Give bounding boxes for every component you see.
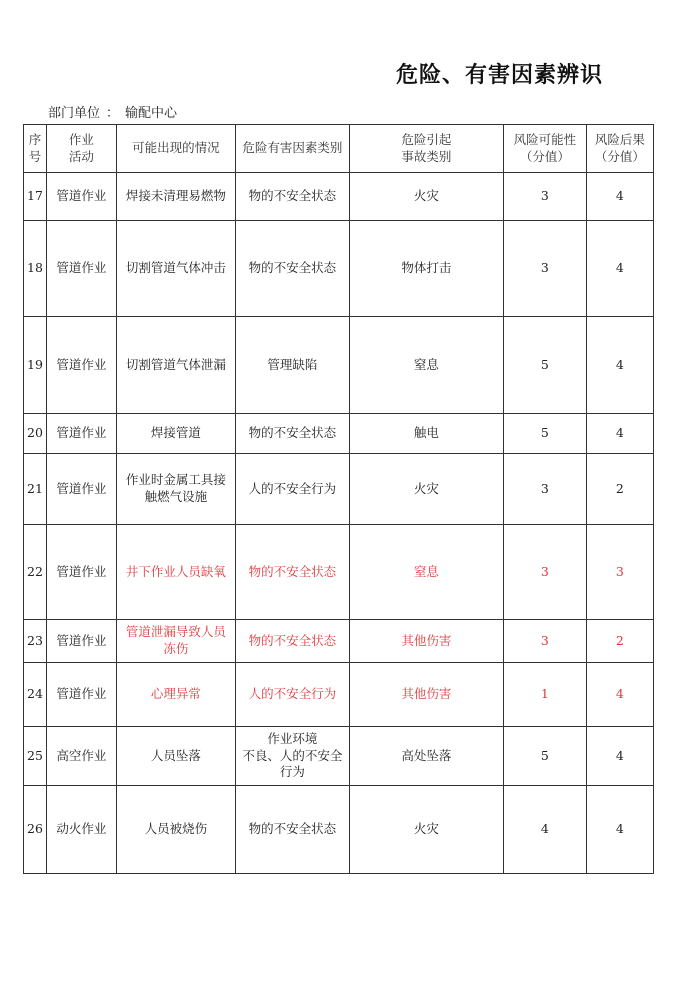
risk-consequence-score: 4 (586, 663, 653, 727)
risk-likelihood-score: 5 (503, 414, 586, 454)
row-number: 22 (24, 525, 47, 620)
table-row (24, 786, 654, 874)
row-number: 18 (24, 221, 47, 317)
work-activity: 管道作业 (46, 221, 116, 317)
possible-situation: 焊接管道 (116, 414, 235, 454)
header-cell-accident (349, 125, 503, 173)
work-activity: 管道作业 (46, 454, 116, 525)
risk-consequence-score: 4 (586, 727, 653, 786)
hazard-category: 物的不安全状态 (235, 221, 349, 317)
row-number: 26 (24, 786, 47, 874)
header-activity-label: 作业 活动 (68, 131, 94, 164)
header-category-label: 危险有害因素类别 (242, 140, 343, 156)
accident-type: 火灾 (349, 173, 503, 221)
header-cell-activity (46, 125, 116, 173)
table-header (24, 125, 654, 173)
row-number: 20 (24, 414, 47, 454)
work-activity: 管道作业 (46, 525, 116, 620)
hazard-category: 管理缺陷 (235, 317, 349, 414)
header-situation-label: 可能出现的情况 (132, 140, 220, 156)
accident-type: 窒息 (349, 525, 503, 620)
risk-likelihood-score: 5 (503, 317, 586, 414)
risk-consequence-score: 4 (586, 173, 653, 221)
row-number: 17 (24, 173, 47, 221)
table-row (24, 454, 654, 525)
accident-type: 窒息 (349, 317, 503, 414)
hazard-category: 物的不安全状态 (235, 620, 349, 663)
risk-likelihood-score: 4 (503, 786, 586, 874)
table-row (24, 414, 654, 454)
risk-consequence-score: 2 (586, 620, 653, 663)
header-cell-no (24, 125, 47, 173)
risk-consequence-score: 2 (586, 454, 653, 525)
possible-situation: 井下作业人员缺氧 (116, 525, 235, 620)
work-activity: 动火作业 (46, 786, 116, 874)
hazard-category: 人的不安全行为 (235, 454, 349, 525)
risk-likelihood-score: 1 (503, 663, 586, 727)
risk-table (23, 124, 654, 874)
table-row (24, 173, 654, 221)
table-row (24, 663, 654, 727)
accident-type: 其他伤害 (349, 663, 503, 727)
possible-situation: 焊接未清理易燃物 (116, 173, 235, 221)
header-cell-consequence (586, 125, 653, 173)
hazard-category: 物的不安全状态 (235, 525, 349, 620)
department-value: 输配中心 (125, 106, 178, 121)
hazard-category: 物的不安全状态 (235, 786, 349, 874)
header-no-label: 序 号 (28, 131, 42, 164)
work-activity: 高空作业 (46, 727, 116, 786)
row-number: 23 (24, 620, 47, 663)
table-row (24, 620, 654, 663)
possible-situation: 人员坠落 (116, 727, 235, 786)
accident-type: 高处坠落 (349, 727, 503, 786)
possible-situation: 管道泄漏导致人员 冻伤 (116, 620, 235, 663)
table-row (24, 525, 654, 620)
table-body (24, 173, 654, 874)
row-number: 24 (24, 663, 47, 727)
page-title: 危险、有害因素辨识 (396, 63, 604, 88)
hazard-category: 物的不安全状态 (235, 173, 349, 221)
department-line (48, 102, 177, 121)
header-consequence-label: 风险后果 （分值） (594, 131, 645, 164)
risk-likelihood-score: 3 (503, 620, 586, 663)
possible-situation: 心理异常 (116, 663, 235, 727)
hazard-category: 作业环境 不良、人的不安全 行为 (235, 727, 349, 786)
row-number: 21 (24, 454, 47, 525)
risk-consequence-score: 3 (586, 525, 653, 620)
risk-consequence-score: 4 (586, 414, 653, 454)
risk-consequence-score: 4 (586, 221, 653, 317)
work-activity: 管道作业 (46, 173, 116, 221)
accident-type: 物体打击 (349, 221, 503, 317)
hazard-category: 人的不安全行为 (235, 663, 349, 727)
work-activity: 管道作业 (46, 620, 116, 663)
accident-type: 火灾 (349, 454, 503, 525)
possible-situation: 作业时金属工具接 触燃气设施 (116, 454, 235, 525)
risk-likelihood-score: 3 (503, 221, 586, 317)
work-activity: 管道作业 (46, 663, 116, 727)
row-number: 19 (24, 317, 47, 414)
header-cell-likelihood (503, 125, 586, 173)
header-cell-category (235, 125, 349, 173)
row-number: 25 (24, 727, 47, 786)
risk-likelihood-score: 3 (503, 173, 586, 221)
risk-likelihood-score: 3 (503, 454, 586, 525)
department-colon: ： (106, 106, 120, 121)
header-likelihood-label: 风险可能性 （分值） (513, 131, 577, 164)
possible-situation: 人员被烧伤 (116, 786, 235, 874)
risk-consequence-score: 4 (586, 786, 653, 874)
possible-situation: 切割管道气体泄漏 (116, 317, 235, 414)
risk-likelihood-score: 3 (503, 525, 586, 620)
work-activity: 管道作业 (46, 317, 116, 414)
accident-type: 火灾 (349, 786, 503, 874)
header-row (24, 125, 654, 173)
department-label: 部门单位 (48, 106, 101, 121)
accident-type: 触电 (349, 414, 503, 454)
header-accident-label: 危险引起 事故类别 (401, 131, 452, 164)
hazard-category: 物的不安全状态 (235, 414, 349, 454)
risk-consequence-score: 4 (586, 317, 653, 414)
table-row (24, 221, 654, 317)
table-row (24, 317, 654, 414)
header-cell-situation (116, 125, 235, 173)
work-activity: 管道作业 (46, 414, 116, 454)
possible-situation: 切割管道气体冲击 (116, 221, 235, 317)
accident-type: 其他伤害 (349, 620, 503, 663)
risk-likelihood-score: 5 (503, 727, 586, 786)
table-row (24, 727, 654, 786)
